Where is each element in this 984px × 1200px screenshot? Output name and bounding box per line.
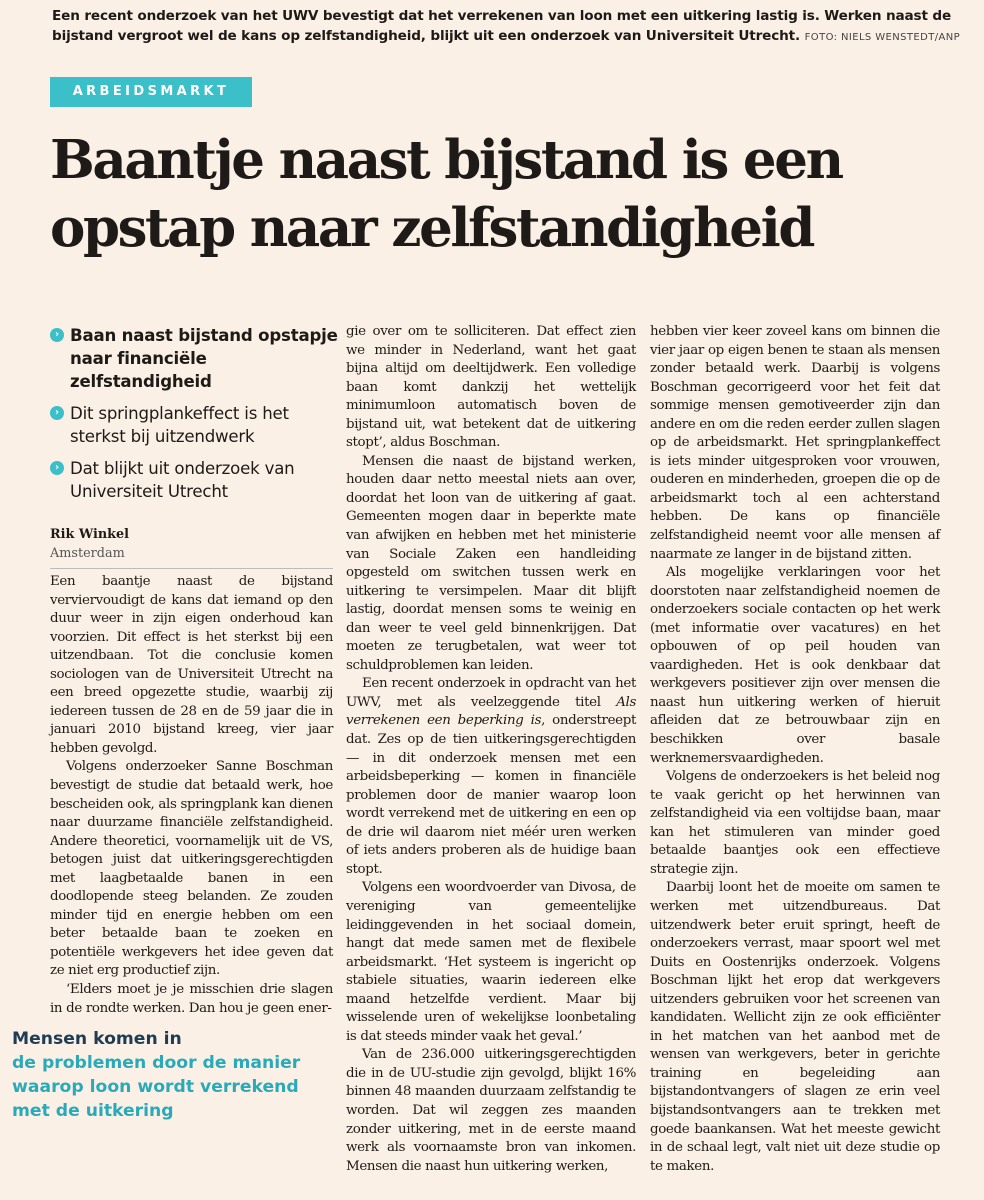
summary-bullet	[50, 402, 340, 448]
bullet-text: Dit springplankeffect is het sterkst bij uitzendwerk	[70, 404, 289, 446]
article-column-1	[50, 573, 333, 1018]
paragraph: Volgens de onderzoekers is het beleid nog te vaak gericht op het herwinnen van zelfstandigheid via een voltijdse baan, maar kan het stimuleren van minder goed betaalde baantjes ook een effectieve strategie zijn.	[650, 769, 940, 877]
author-location: Amsterdam	[50, 546, 125, 561]
paragraph: Mensen die naast de bijstand werken, houden daar netto meestal niets aan over, doordat het loon van de uitkering af gaat. Gemeenten mogen daar in beperkte mate van afwijken en hebben met het ministerie van Sociale Zaken een handleiding opgesteld om switchen tussen werk en uitkering te versimpelen. Maar dit blijft lastig, doordat mensen soms te weinig en dan weer te veel geld binnenkrijgen. Dat moeten ze terugbetalen, wat weer tot schuldproblemen kan leiden.	[346, 453, 636, 673]
article-column-2	[346, 323, 636, 1176]
pull-quote	[12, 1027, 332, 1123]
author-name: Rik Winkel	[50, 527, 129, 542]
photo-caption	[52, 6, 972, 48]
topic-label: ARBEIDSMARKT	[50, 77, 252, 107]
report-title: Als verrekenen een beperking is	[346, 694, 636, 729]
summary-bullet	[50, 457, 340, 503]
byline-divider	[50, 568, 333, 569]
paragraph-text: , onderstreept dat. Zes op de tien uitkeringsgerechtigden — in dit onderzoek mensen met een arbeidsbeperking — komen in financiële problemen door de manier waarop loon wordt verrekend met de uitkering en een op de drie wil daarom niet méér uren werken of iets anders proberen als de huidige baan stopt.	[346, 713, 636, 877]
bullet-text: Dat blijkt uit onderzoek van Universiteit Utrecht	[70, 459, 295, 501]
pull-quote-rest: de problemen door de manier waarop loon wordt verrekend met de uitkering	[12, 1053, 301, 1121]
arrow-right-icon: ›	[50, 461, 64, 475]
paragraph: gie over om te solliciteren. Dat effect zien we minder in Nederland, want het gaat bijna altijd om deeltijdwerk. Een volledige baan komt dankzij het wettelijk minimumloon automatisch boven de bijstand uit, wat betekent dat de uitkering stopt’, aldus Boschman.	[346, 324, 636, 451]
summary-bullets	[50, 324, 340, 512]
arrow-right-icon: ›	[50, 406, 64, 420]
paragraph: Volgens onderzoeker Sanne Boschman bevestigt de studie dat betaald werk, hoe bescheiden ook, als springplank kan dienen naar duurzame financiële zelfstandigheid. Andere theoretici, voornamelijk uit de VS, betogen juist dat uitkeringsgerechtigden met laagbetaalde banen in een doodlopende steeg belanden. Ze zouden minder tijd en energie hebben om een beter betaalde baan te zoeken en potentiële werkgevers het idee geven dat ze niet erg productief zijn.	[50, 759, 333, 979]
paragraph: hebben vier keer zoveel kans om binnen die vier jaar op eigen benen te staan als mensen zonder betaald werk. Daarbij is volgens Boschman gecorrigeerd voor het feit dat sommige mensen gemotiveerder zijn dan andere en om die reden eerder zullen slagen op de arbeidsmarkt. Het springplankeffect is iets minder uitgesproken voor vrouwen, ouderen en minderheden, groepen die op de arbeidsmarkt toch al een achterstand hebben. De kans op financiële zelfstandigheid neemt voor alle mensen af naarmate ze langer in de bijstand zitten.	[650, 324, 940, 562]
byline	[50, 525, 129, 563]
paragraph	[346, 675, 636, 879]
summary-bullet	[50, 324, 340, 393]
bullet-text: Baan naast bijstand opstapje naar financiële zelfstandigheid	[70, 326, 338, 391]
pull-quote-lead: Mensen komen in	[12, 1029, 182, 1049]
paragraph: Als mogelijke verklaringen voor het doorstoten naar zelfstandigheid noemen de onderzoekers sociale contacten op het werk (met informatie over vacatures) en het opbouwen of op peil houden van vaardigheden. Het is ook denkbaar dat werkgevers positiever zijn over mensen die naast hun uitkering werken of hieruit afleiden dat ze betrouwbaar zijn en beschikken over basale werknemersvaardigheden.	[650, 565, 940, 766]
caption-text: Een recent onderzoek van het UWV bevestigt dat het verrekenen van loon met een uitkering lastig is. Werken naast de bijstand vergroot wel de kans op zelfstandigheid, blijkt uit een onderzoek van Universiteit Utrecht.	[52, 8, 952, 44]
paragraph-text: Een recent onderzoek in opdracht van het UWV, met als veelzeggende titel	[346, 676, 636, 710]
paragraph: Een baantje naast de bijstand verviervoudigt de kans dat iemand op den duur weer in zijn eigen onderhoud kan voorzien. Dit effect is het sterkst bij een uitzendbaan. Tot die conclusie komen sociologen van de Universiteit Utrecht na een breed opgezette studie, waarbij zij iedereen tussen de 28 en de 59 jaar die in januari 2010 bijstand kreeg, vier jaar hebben gevolgd.	[50, 574, 333, 756]
arrow-right-icon: ›	[50, 328, 64, 342]
paragraph: Volgens een woordvoerder van Divosa, de vereniging van gemeentelijke leidinggevenden in het sociaal domein, hangt dat mede samen met de flexibele arbeidsmarkt. ‘Het systeem is ingericht op stabiele situaties, waarin iedereen elke maand hetzelfde verdient. Maar bij wisselende uren of wekelijkse loonbetaling is dat steeds minder vaak het geval.’	[346, 880, 636, 1044]
headline: Baantje naast bijstand is een opstap naar zelfstandigheid	[50, 129, 842, 259]
paragraph: Van de 236.000 uitkeringsgerechtigden die in de UU-studie zijn gevolgd, blijkt 16% binnen 48 maanden duurzaam zelfstandig te worden. Dat wil zeggen zes maanden zonder uitkering, met in de eerste maand werk als voornaamste bron van inkomen. Mensen die naast hun uitkering werken,	[346, 1047, 636, 1174]
photo-credit: FOTO: NIELS WENSTEDT/ANP	[804, 32, 961, 43]
paragraph: Daarbij loont het de moeite om samen te werken met uitzendbureaus. Dat uitzendwerk beter eruit springt, heeft de onderzoekers verrast, maar spoort wel met Duits en Oostenrijks onderzoek. Volgens Boschman lijkt het erop dat werkgevers uitzenders gebruiken voor het screenen van kandidaten. Wellicht zijn ze ook efficiënter in het matchen van het aanbod met de wensen van werkgevers, beter in gerichte training en begeleiding aan bijstandontvangers of slagen ze erin veel bijstandsontvangers aan te trekken met goede baankansen. Wat het meeste gewicht in de schaal legt, valt niet uit deze studie op te maken.	[650, 880, 940, 1174]
article-column-3	[650, 323, 940, 1176]
paragraph: ‘Elders moet je je misschien drie slagen in de rondte werken. Dan hou je geen ener-	[50, 982, 333, 1016]
